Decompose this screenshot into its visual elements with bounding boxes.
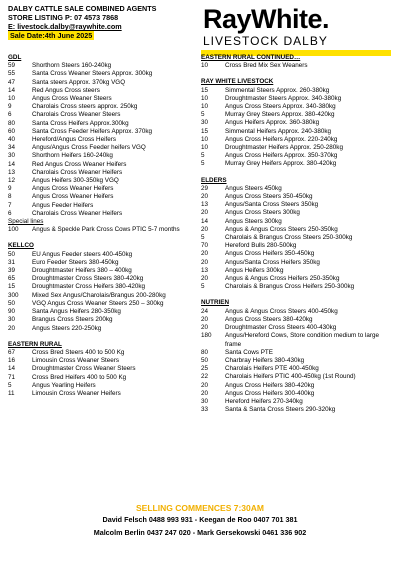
email-label: E: bbox=[8, 22, 18, 31]
lot-description: Angus & Angus Cross Steers 400-450kg bbox=[225, 307, 338, 315]
list-item bbox=[8, 210, 205, 218]
head-count: 50 bbox=[8, 250, 16, 258]
lot-description: Cross Bred Heifers 400 to 500 Kg bbox=[32, 373, 127, 381]
head-count: 14 bbox=[8, 160, 16, 168]
lot-description: Angus/Santa Cross Heifers 350kg bbox=[225, 258, 320, 266]
head-count: 11 bbox=[8, 389, 15, 397]
head-count: 14 bbox=[8, 86, 16, 94]
head-count: 22 bbox=[201, 373, 209, 381]
head-count: 65 bbox=[8, 275, 16, 283]
lot-description: Angus Cross Heifers 300-400kg bbox=[225, 389, 315, 397]
lot-description: Droughtmaster Cross Heifers 380-420kg bbox=[32, 283, 146, 291]
lot-description: Angus Heifers 300-350kg VGQ bbox=[32, 177, 119, 185]
list-item bbox=[201, 324, 396, 332]
list-item bbox=[201, 316, 396, 324]
list-item bbox=[8, 283, 205, 291]
list-item bbox=[201, 128, 396, 136]
list-item bbox=[8, 70, 205, 78]
list-item bbox=[8, 275, 205, 283]
head-count: 100 bbox=[8, 226, 19, 234]
lot-description: Angus Heifers Approx. 360-380kg bbox=[225, 119, 320, 127]
lot-description: Hereford/Angus Cross Heifers bbox=[32, 136, 116, 144]
head-count: 15 bbox=[201, 127, 209, 135]
lot-description: Angus Cross Weaner Heifers bbox=[32, 193, 114, 201]
head-count: 16 bbox=[8, 357, 16, 365]
lot-description: EU Angus Feeder steers 400-450kg bbox=[32, 250, 133, 258]
lot-description: Droughtmaster Steers Approx. 340-380kg bbox=[225, 94, 342, 102]
head-count: 180 bbox=[201, 332, 212, 340]
list-item bbox=[201, 193, 396, 201]
list-item bbox=[8, 202, 205, 210]
list-item bbox=[8, 300, 205, 308]
selling-commences: SELLING COMMENCES 7:30AM bbox=[136, 503, 264, 513]
logo-brand: RayWhite. bbox=[203, 4, 330, 34]
head-count: 30 bbox=[201, 119, 209, 127]
section-title-special-lines: Special lines bbox=[8, 218, 44, 226]
list-item bbox=[201, 357, 396, 365]
list-item bbox=[8, 374, 205, 382]
list-item bbox=[201, 160, 396, 168]
sale-date: Sale Date:4th June 2025 bbox=[10, 31, 93, 40]
list-item bbox=[201, 398, 396, 406]
head-count: 10 bbox=[201, 103, 209, 111]
email-link[interactable]: livestock.dalby@raywhite.com bbox=[17, 22, 122, 31]
lot-description: Charolais & Brangus Cross Steers 250-300kg bbox=[225, 234, 353, 242]
list-item bbox=[8, 259, 205, 267]
head-count: 10 bbox=[201, 62, 209, 70]
list-item bbox=[201, 365, 396, 373]
list-item bbox=[8, 357, 205, 365]
lot-description: Angus & Speckle Park Cross Cows PTIC 5-7 months bbox=[32, 226, 180, 234]
lot-description: Murray Grey Heifers Approx. 380-420kg bbox=[225, 160, 337, 168]
list-item bbox=[8, 292, 205, 300]
lot-description: Brangus Cross Steers 200kg bbox=[32, 316, 113, 324]
lot-description: Angus Cross Heifers Approx. 220-240kg bbox=[225, 135, 338, 143]
list-item bbox=[8, 161, 205, 169]
head-count: 13 bbox=[8, 168, 16, 176]
lot-description: Santa & Santa Cross Steers 290-320kg bbox=[225, 406, 336, 414]
head-count: 20 bbox=[201, 275, 209, 283]
list-item bbox=[8, 267, 205, 275]
head-count: 20 bbox=[201, 381, 209, 389]
lot-description: Santa Angus Heifers 280-350kg bbox=[32, 308, 121, 316]
lot-description: Cross Bred Steers 400 to 500 Kg bbox=[32, 348, 125, 356]
list-item bbox=[201, 332, 396, 348]
head-count: 80 bbox=[201, 348, 209, 356]
list-item bbox=[8, 185, 205, 193]
list-item bbox=[201, 349, 396, 357]
lot-description: Angus Cross Weaner Heifers bbox=[32, 185, 114, 193]
lot-description: Angus Cross Weaner Steers bbox=[32, 95, 112, 103]
head-count: 39 bbox=[8, 267, 16, 275]
header-title: DALBY CATTLE SALE COMBINED AGENTS bbox=[8, 4, 157, 13]
lot-description: Angus Steers 450kg bbox=[225, 184, 282, 192]
head-count: 25 bbox=[201, 365, 209, 373]
list-item bbox=[201, 308, 396, 316]
lot-description: Angus/Hereford Cows, Store condition medium to large frame bbox=[225, 332, 380, 348]
head-count: 5 bbox=[201, 283, 205, 291]
lot-description: Angus Cross Steers 380-420kg bbox=[225, 315, 313, 323]
list-item bbox=[201, 111, 396, 119]
left-column bbox=[8, 54, 205, 398]
lot-description: Shorthorn Heifers 160-240kg bbox=[32, 152, 113, 160]
head-count: 33 bbox=[201, 406, 209, 414]
head-count: 20 bbox=[201, 258, 209, 266]
eastern-list bbox=[8, 349, 205, 398]
head-count: 6 bbox=[8, 111, 12, 119]
list-item bbox=[8, 226, 205, 234]
lot-description: Hereford Heifers 270-340kg bbox=[225, 397, 303, 405]
head-count: 20 bbox=[201, 193, 209, 201]
eastern-cont-list bbox=[201, 62, 396, 70]
list-item bbox=[201, 259, 396, 267]
lot-description: Angus Cross Heifers 350-450kg bbox=[225, 250, 315, 258]
lot-description: Charolais Cross Weaner Heifers bbox=[32, 209, 123, 217]
lot-description: Mixed Sex Angus/Charolais/Brangus 200-280kg bbox=[32, 291, 166, 299]
list-item bbox=[201, 226, 396, 234]
list-item bbox=[201, 201, 396, 209]
lot-description: VGQ Angus Cross Weaner Steers 250 – 300kg bbox=[32, 299, 164, 307]
list-item bbox=[201, 242, 396, 250]
section-title-eastern-rural: EASTERN RURAL bbox=[8, 340, 62, 348]
lot-description: Hereford Bulls 280-500kg bbox=[225, 242, 297, 250]
lot-description: Charolais & Brangus Cross Heifers 250-300kg bbox=[225, 283, 355, 291]
lot-description: Shorthorn Steers 160-240kg bbox=[32, 62, 112, 70]
list-item bbox=[201, 185, 396, 193]
lot-description: Charolais Heifers PTE 400-450kg bbox=[225, 365, 319, 373]
special-list bbox=[8, 226, 205, 234]
head-count: 55 bbox=[8, 70, 16, 78]
list-item bbox=[8, 95, 205, 103]
head-count: 20 bbox=[201, 225, 209, 233]
list-item bbox=[8, 120, 205, 128]
head-count: 9 bbox=[8, 103, 12, 111]
list-item bbox=[8, 251, 205, 259]
section-title-eastern-rural-continued: EASTERN RURAL CONTINUED… bbox=[201, 54, 301, 61]
head-count: 20 bbox=[201, 250, 209, 258]
head-count: 15 bbox=[201, 86, 209, 94]
head-count: 30 bbox=[201, 397, 209, 405]
lot-description: Angus & Angus Cross Steers 250-350kg bbox=[225, 225, 338, 233]
head-count: 20 bbox=[201, 324, 209, 332]
lot-description: Euro Feeder Steers 380-450kg bbox=[32, 258, 119, 266]
head-count: 15 bbox=[8, 283, 16, 291]
head-count: 10 bbox=[201, 144, 209, 152]
list-item bbox=[201, 136, 396, 144]
lot-description: Angus Steers 300kg bbox=[225, 217, 282, 225]
email-line bbox=[8, 22, 208, 31]
list-item bbox=[201, 218, 396, 226]
lot-description: Santa Cross Weaner Steers Approx. 300kg bbox=[32, 70, 153, 78]
head-count: 14 bbox=[201, 217, 209, 225]
list-item bbox=[8, 103, 205, 111]
list-item bbox=[8, 365, 205, 373]
head-count: 20 bbox=[201, 209, 209, 217]
elders-list bbox=[201, 185, 396, 292]
head-count: 5 bbox=[201, 160, 205, 168]
head-count: 40 bbox=[8, 136, 16, 144]
section-title-elders: ELDERS bbox=[201, 176, 227, 184]
list-item bbox=[8, 382, 205, 390]
section-title-nutrien: NUTRIEN bbox=[201, 299, 229, 307]
head-count: 71 bbox=[8, 373, 16, 381]
list-item bbox=[8, 128, 205, 136]
list-item bbox=[8, 87, 205, 95]
head-count: 80 bbox=[8, 119, 16, 127]
contact-line-2: Malcolm Berlin 0437 247 020 - Mark Gersekowski 0461 336 902 bbox=[93, 528, 307, 537]
head-count: 5 bbox=[8, 381, 12, 389]
nutrien-list bbox=[201, 308, 396, 415]
list-item bbox=[201, 152, 396, 160]
lot-description: Charbray Heifers 380-430kg bbox=[225, 356, 305, 364]
list-item bbox=[8, 62, 205, 70]
list-item bbox=[201, 406, 396, 414]
head-count: 24 bbox=[201, 307, 209, 315]
head-count: 10 bbox=[201, 135, 209, 143]
contact-line-1: David Felsch 0488 993 931 - Keegan de Roo 0407 701 381 bbox=[102, 515, 298, 524]
lot-description: Angus/Angus Cross Feeder heifers VGQ bbox=[32, 144, 146, 152]
lot-description: Droughtmaster Cross Weaner Steers bbox=[32, 365, 136, 373]
list-item bbox=[201, 382, 396, 390]
lot-description: Charolais Cross steers approx. 250kg bbox=[32, 103, 138, 111]
list-item bbox=[8, 390, 205, 398]
head-count: 20 bbox=[201, 389, 209, 397]
head-count: 34 bbox=[8, 144, 16, 152]
gdl-list bbox=[8, 62, 205, 218]
footer bbox=[0, 503, 400, 539]
lot-description: Angus Heifers 300kg bbox=[225, 266, 284, 274]
head-count: 9 bbox=[8, 185, 12, 193]
head-count: 5 bbox=[201, 111, 205, 119]
list-item bbox=[201, 103, 396, 111]
head-count: 8 bbox=[8, 193, 12, 201]
head-count: 50 bbox=[201, 356, 209, 364]
header bbox=[8, 4, 208, 40]
list-item bbox=[201, 144, 396, 152]
list-item bbox=[8, 152, 205, 160]
list-item bbox=[201, 234, 396, 242]
list-item bbox=[8, 169, 205, 177]
list-item bbox=[201, 267, 396, 275]
lot-description: Angus Cross Steers Approx. 340-380kg bbox=[225, 103, 336, 111]
list-item bbox=[201, 62, 396, 70]
lot-description: Cross Bred Mix Sex Weaners bbox=[225, 62, 308, 70]
lot-description: Angus Feeder Heifers bbox=[32, 201, 94, 209]
head-count: 20 bbox=[201, 315, 209, 323]
list-item bbox=[8, 316, 205, 324]
lot-description: Santa steers Approx. 370kg VGQ bbox=[32, 78, 126, 86]
head-count: 30 bbox=[8, 152, 16, 160]
lot-description: Charolais Cross Weaner Steers bbox=[32, 111, 121, 119]
list-item bbox=[8, 111, 205, 119]
lot-description: Droughtmaster Heifers 380 – 400kg bbox=[32, 267, 132, 275]
lot-description: Angus Cross Steers 300kg bbox=[225, 209, 300, 217]
head-count: 60 bbox=[8, 127, 16, 135]
head-count: 50 bbox=[8, 299, 16, 307]
head-count: 47 bbox=[8, 78, 16, 86]
head-count: 31 bbox=[8, 258, 16, 266]
list-item bbox=[201, 390, 396, 398]
head-count: 13 bbox=[201, 266, 209, 274]
lot-description: Angus Cross Steers 350-450kg bbox=[225, 193, 313, 201]
section-title-kellco: KELLCO bbox=[8, 242, 34, 250]
head-count: 70 bbox=[201, 242, 209, 250]
head-count: 30 bbox=[8, 316, 16, 324]
lot-description: Droughtmaster Heifers Approx. 250-280kg bbox=[225, 144, 343, 152]
lot-description: Red Angus Cross Weaner Heifers bbox=[32, 160, 127, 168]
head-count: 10 bbox=[8, 95, 16, 103]
lot-description: Murray Grey Steers Approx. 380-420kg bbox=[225, 111, 335, 119]
list-item bbox=[8, 136, 205, 144]
rw-list bbox=[201, 87, 396, 169]
lot-description: Angus Steers 220-250kg bbox=[32, 324, 102, 332]
head-count: 7 bbox=[8, 201, 12, 209]
lot-description: Angus Yearling Heifers bbox=[32, 381, 96, 389]
list-item bbox=[8, 308, 205, 316]
head-count: 67 bbox=[8, 348, 16, 356]
lot-description: Santa Cross Feeder Heifers Approx. 370kg bbox=[32, 127, 153, 135]
head-count: 5 bbox=[201, 152, 205, 160]
head-count: 300 bbox=[8, 291, 19, 299]
head-count: 12 bbox=[8, 177, 16, 185]
lot-description: Charolais Cross Weaner Heifers bbox=[32, 168, 123, 176]
lot-description: Santa Cross Heifers Approx.300kg bbox=[32, 119, 129, 127]
kellco-list bbox=[8, 251, 205, 333]
list-item bbox=[8, 144, 205, 152]
head-count: 10 bbox=[201, 94, 209, 102]
lot-description: Droughtmaster Cross Steers 400-430kg bbox=[225, 324, 337, 332]
list-item bbox=[201, 209, 396, 217]
list-item bbox=[201, 283, 396, 291]
lot-description: Charolais Heifers PTIC 400-450kg (1st Round) bbox=[225, 373, 356, 381]
list-item bbox=[201, 275, 396, 283]
lot-description: Droughtmaster Cross Steers 380-420kg bbox=[32, 275, 144, 283]
list-item bbox=[201, 95, 396, 103]
head-count: 59 bbox=[8, 62, 16, 70]
right-column bbox=[201, 54, 396, 414]
list-item bbox=[8, 79, 205, 87]
lot-description: Simmental Heifers Approx. 240-380kg bbox=[225, 127, 332, 135]
list-item bbox=[201, 373, 396, 381]
lot-description: Angus Cross Heifers 380-420kg bbox=[225, 381, 315, 389]
raywhite-logo bbox=[201, 3, 396, 57]
section-title-ray-white-livestock: RAY WHITE LIVESTOCK bbox=[201, 78, 274, 86]
lot-description: Santa Cows PTE bbox=[225, 348, 273, 356]
lot-description: Limousin Cross Weaner Steers bbox=[32, 357, 120, 365]
list-item bbox=[8, 349, 205, 357]
list-item bbox=[201, 250, 396, 258]
lot-description: Angus/Santa Cross Steers 350kg bbox=[225, 201, 319, 209]
lot-description: Simmental Steers Approx. 260-380kg bbox=[225, 86, 330, 94]
list-item bbox=[201, 87, 396, 95]
head-count: 14 bbox=[8, 365, 16, 373]
head-count: 29 bbox=[201, 184, 209, 192]
head-count: 5 bbox=[201, 234, 205, 242]
head-count: 90 bbox=[8, 308, 16, 316]
store-listing-phone: STORE LISTING P: 07 4573 7868 bbox=[8, 13, 119, 22]
head-count: 13 bbox=[201, 201, 209, 209]
list-item bbox=[201, 119, 396, 127]
list-item bbox=[8, 177, 205, 185]
logo-sub: LIVESTOCK DALBY bbox=[203, 34, 328, 48]
lot-description: Angus Cross Heifers Approx. 350-370kg bbox=[225, 152, 338, 160]
lot-description: Limousin Cross Weaner Heifers bbox=[32, 389, 121, 397]
list-item bbox=[8, 325, 205, 333]
section-title-gdl: GDL bbox=[8, 54, 22, 61]
list-item bbox=[8, 193, 205, 201]
lot-description: Angus & Angus Cross Heifers 250-350kg bbox=[225, 275, 340, 283]
lot-description: Red Angus Cross steers bbox=[32, 86, 100, 94]
head-count: 6 bbox=[8, 209, 12, 217]
head-count: 20 bbox=[8, 324, 16, 332]
